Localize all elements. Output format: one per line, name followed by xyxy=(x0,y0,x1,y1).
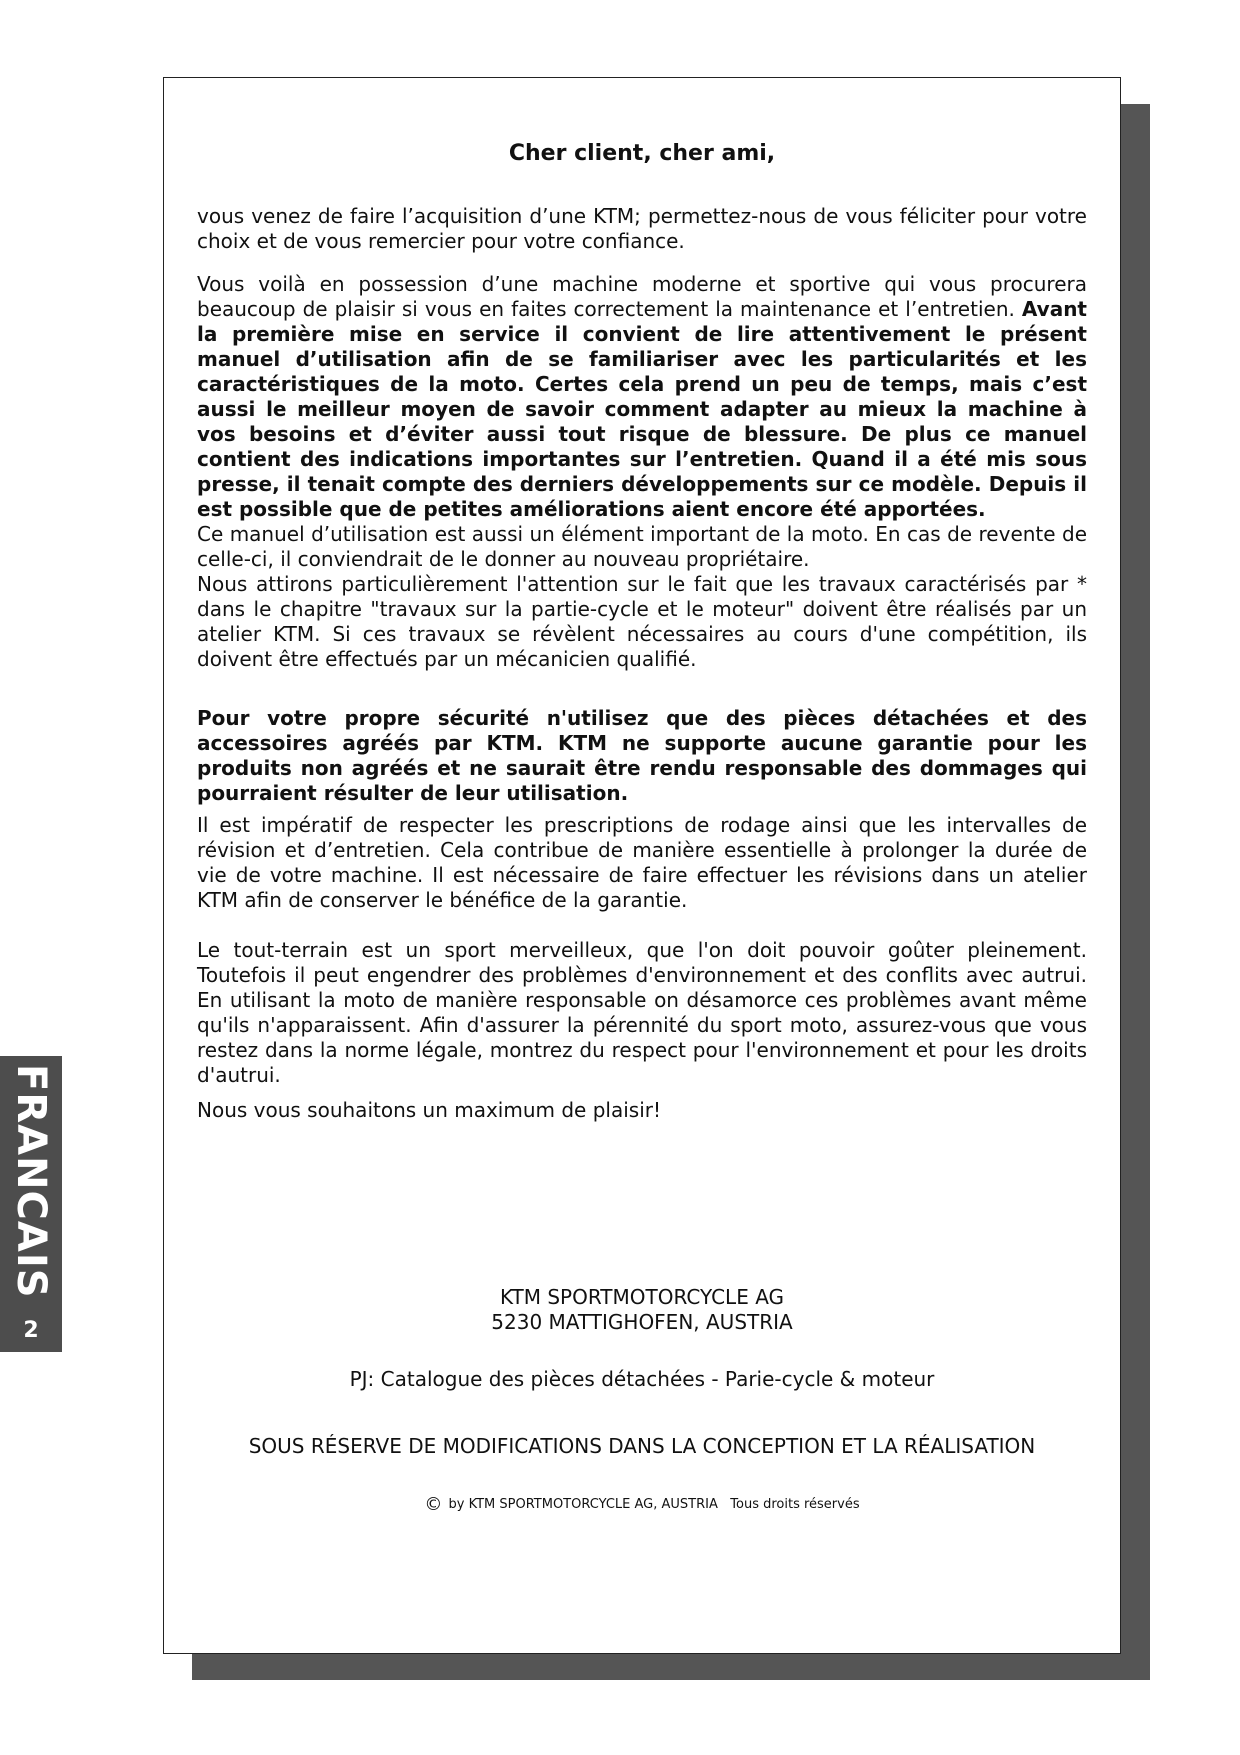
offroad-paragraph: Le tout-terrain est un sport merveilleux, que l'on doit pouvoir goûter pleinement. Toutefois il peut engendrer des problèmes d'environnement et des conflits avec autrui. En utilisant la moto de manière responsable on désamorce ces problèmes avant même qu'ils n'apparaissent. Afin d'assurer la pérennité du sport moto, assurez-vous que vous restez dans la norme légale, montrez du respect pour l'environnement et pour les droits d'autrui. xyxy=(197,938,1087,1087)
possession-bold-text: Avant la première mise en service il convient de lire attentivement le présent manuel d’utilisation afin de se familiariser avec les particularités et les caractéristiques de la moto. Certes cela prend un peu de temps, mais c’est aussi le meilleur moyen de savoir comment adapter au mieux la machine à vos besoins et d’éviter aussi tout risque de blessure. De plus ce manuel contient des indications importantes sur l’entretien. Quand il a été mis sous presse, il tenait compte des derniers développements sur ce modèle. Depuis il est possible que de petites améliorations aient encore été apportées. xyxy=(197,297,1087,521)
language-tab xyxy=(0,1056,62,1352)
running-in-paragraph: Il est impératif de respecter les prescriptions de rodage ainsi que les intervalles de révision et d’entretien. Cela contribue de manière essentielle à prolonger la durée de vie de votre machine. Il est nécessaire de faire effectuer les révisions dans un atelier KTM afin de conserver le bénéfice de la garantie. xyxy=(197,813,1087,912)
intro-paragraph: vous venez de faire l’acquisition d’une KTM; permettez-nous de vous féliciter pour votre choix et de vous remercier pour votre confiance. xyxy=(197,204,1087,253)
possession-text: Vous voilà en possession d’une machine moderne et sportive qui vous procurera beaucoup de plaisir si vous en faites correctement la maintenance et l’entretien. xyxy=(197,272,1087,321)
attachment-note: PJ: Catalogue des pièces détachées - Parie-cycle & moteur xyxy=(349,1367,935,1391)
possession-paragraph xyxy=(197,272,1087,572)
copyright-line xyxy=(197,1496,1087,1514)
closing-paragraph: Nous vous souhaitons un maximum de plaisir! xyxy=(197,1098,662,1122)
reservation-note: SOUS RÉSERVE DE MODIFICATIONS DANS LA CONCEPTION ET LA RÉALISATION xyxy=(248,1434,1036,1458)
workshop-paragraph: Nous attirons particulièrement l'attention sur le fait que les travaux caractérisés par * dans le chapitre "travaux sur la partie-cycle et le moteur" doivent être réalisés par un atelier KTM. Si ces travaux se révèlent nécessaires au cours d'une compétition, ils doivent être effectués par un mécanicien qualifié. xyxy=(197,572,1087,671)
page-number: 2 xyxy=(23,1318,39,1343)
safety-paragraph: Pour votre propre sécurité n'utilisez que des pièces détachées et des accessoires agréés par KTM. KTM ne supporte aucune garantie pour les produits non agréés et ne saurait être rendu responsable des dommages qui pourraient résulter de leur utilisation. xyxy=(197,706,1087,805)
company-name: KTM SPORTMOTORCYCLE AG xyxy=(499,1285,785,1309)
copyright-icon: © xyxy=(424,1494,443,1515)
rights-text: Tous droits réservés xyxy=(730,1497,860,1512)
page-title: Cher client, cher ami, xyxy=(508,141,776,166)
copyright-text: by KTM SPORTMOTORCYCLE AG, AUSTRIA xyxy=(448,1497,718,1512)
manual-page xyxy=(163,77,1121,1654)
resale-text: Ce manuel d’utilisation est aussi un élément important de la moto. En cas de revente de celle-ci, il conviendrait de le donner au nouveau propriétaire. xyxy=(197,522,1087,571)
company-address: 5230 MATTIGHOFEN, AUSTRIA xyxy=(491,1310,793,1334)
language-label: FRANCAIS xyxy=(8,1064,54,1299)
